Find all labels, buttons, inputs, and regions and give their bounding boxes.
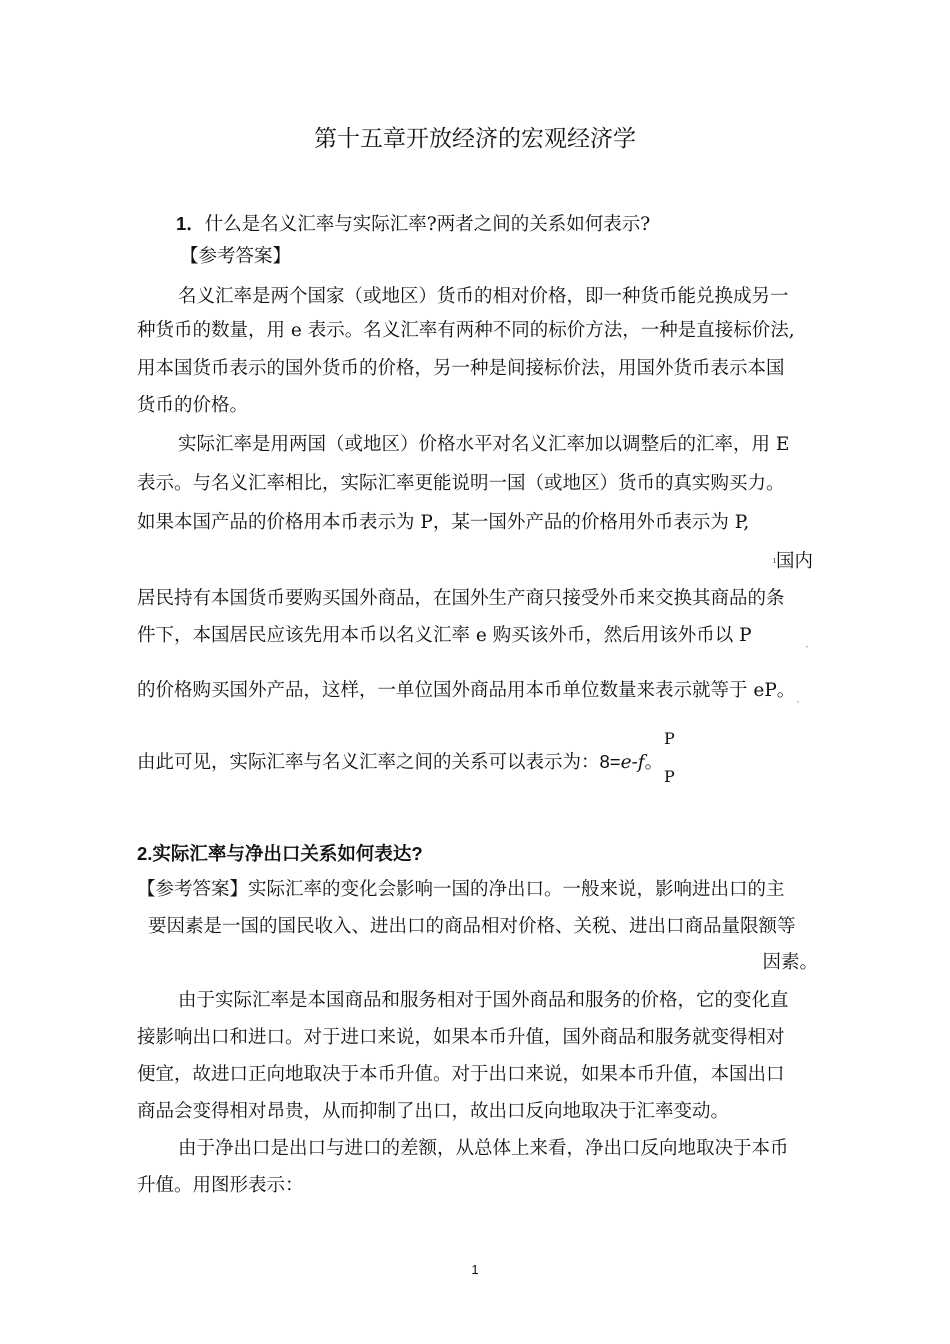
- q1-p1-line-3: 用本国货币表示的国外货币的价格，另一种是间接标价法，用国外货币表示本国: [137, 358, 785, 379]
- q2-p1-line-1: 由于实际汇率是本国商品和服务相对于国外商品和服务的价格，它的变化直: [178, 990, 789, 1011]
- prime-mark: ′: [806, 646, 809, 656]
- formula-lhs: 8=: [599, 751, 621, 772]
- formula-numerator: P: [664, 729, 675, 748]
- page-number: 1: [471, 1262, 479, 1277]
- formula-denominator: P: [664, 767, 675, 786]
- q1-p2-line-2: 表示。与名义汇率相比，实际汇率更能说明一国（或地区）货币的真实购买力。: [137, 473, 785, 494]
- q1-p2-line-1: 实际汇率是用两国（或地区）价格水平对名义汇率加以调整后的汇率，用 E: [178, 434, 790, 455]
- q2-answer-line-2: 要因素是一国的国民收入、进出口的商品相对价格、关税、进出口商品量限额等: [148, 916, 796, 937]
- formula-intro: 由此可见，实际汇率与名义汇率之间的关系可以表示为：: [137, 752, 600, 773]
- q2-p1-line-3: 便宜，故进口正向地取决于本币升值。对于出口来说，如果本币升值，本国出口: [137, 1064, 785, 1085]
- question-1-text: 什么是名义汇率与实际汇率?两者之间的关系如何表示?: [204, 214, 651, 235]
- q1-p2-line-7: 的价格购买国外产品，这样，一单位国外商品用本币单位数量来表示就等于 eP。: [137, 680, 796, 701]
- q2-answer-line-3: 因素。: [762, 952, 818, 973]
- question-2: [137, 841, 423, 867]
- q2-p1-line-2: 接影响出口和进口。对于进口来说，如果本币升值，国外商品和服务就变得相对: [137, 1027, 785, 1048]
- question-2-text: 2.实际汇率与净出口关系如何表达?: [137, 843, 423, 864]
- q1-p2-line-6: 件下，本国居民应该先用本币以名义汇率 e 购买该外币，然后用该外币以 P: [137, 625, 752, 646]
- q2-p2-line-2: 升值。用图形表示：: [137, 1175, 304, 1196]
- answer-label-1: 【参考答案】: [180, 246, 292, 267]
- page-title: 第十五章开放经济的宏观经济学: [314, 126, 636, 152]
- question-1: [176, 211, 650, 238]
- formula-mid: e-f: [620, 752, 645, 773]
- question-1-number: 1．: [176, 213, 205, 234]
- q1-p1-line-1: 名义汇率是两个国家（或地区）货币的相对价格，即一种货币能兑换成另一: [178, 286, 789, 307]
- formula-line: [137, 749, 663, 776]
- q1-p2-line-3: 如果本国产品的价格用本币表示为 P，某一国外产品的价格用外币表示为 P,: [137, 512, 750, 533]
- prime-mark: ′: [797, 701, 800, 711]
- q2-p1-line-4: 商品会变得相对昂贵，从而抑制了出口，故出口反向地取决于汇率变动。: [137, 1101, 730, 1122]
- q1-p1-line-2: 种货币的数量，用 e 表示。名义汇率有两种不同的标价方法，一种是直接标价法,: [137, 320, 795, 341]
- q1-p1-line-4: 货币的价格。: [137, 395, 249, 416]
- prime-mark: ı: [773, 556, 776, 566]
- q2-p2-line-1: 由于净出口是出口与进口的差额，从总体上来看，净出口反向地取决于本币: [178, 1138, 789, 1159]
- q1-p2-line-5: 居民持有本国货币要购买国外商品，在国外生产商只接受外币来交换其商品的条: [137, 588, 785, 609]
- q2-answer-line-1: 【参考答案】实际汇率的变化会影响一国的净出口。一般来说，影响进出口的主: [137, 879, 785, 900]
- formula-end: 。: [644, 752, 664, 773]
- q1-p2-line-4: 国内: [776, 551, 814, 572]
